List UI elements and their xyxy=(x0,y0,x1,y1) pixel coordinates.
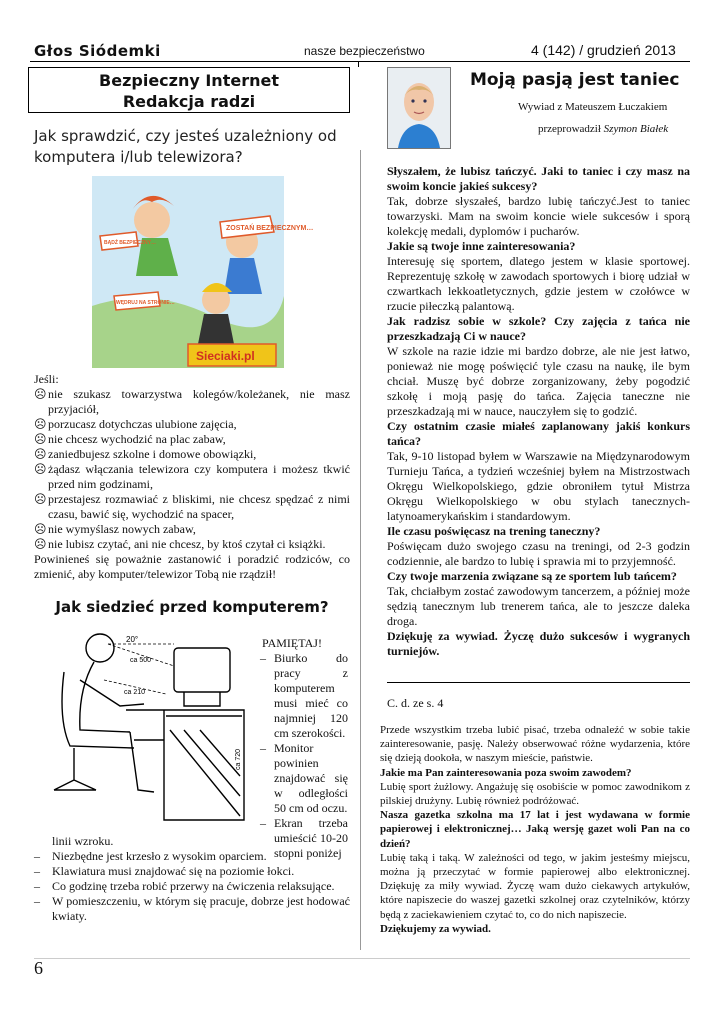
answer: Poświęcam dużo swojego czasu na treningi, od 2-3 godzin codziennie, ale bardzo to lubię i sprawia mi to przyjemność. xyxy=(387,539,690,568)
list-item: ☹zaniedbujesz szkolne i domowe obowiązki, xyxy=(34,447,257,461)
interview-subtitle: Wywiad z Mateuszem Łuczakiem xyxy=(518,101,668,113)
poster-logo: Sieciaki.pl xyxy=(196,349,255,363)
sad-face-icon: ☹ xyxy=(34,522,47,536)
sad-face-icon: ☹ xyxy=(34,387,47,401)
question: Czy twoje marzenia związane są ze sportem lub tańcem? xyxy=(387,569,677,583)
addiction-list-block xyxy=(34,372,350,582)
final-thanks: Dziękujemy za wywiad. xyxy=(380,922,491,935)
elbow-label: ca 210 xyxy=(124,689,146,696)
sad-face-icon: ☹ xyxy=(34,462,47,476)
list-item: ☹nie szukasz towarzystwa kolegów/koleżanek, nie masz przyjaciół, xyxy=(34,387,350,416)
sieciaki-poster xyxy=(92,176,314,382)
question: Jakie ma Pan zainteresowania poza swoim zawodem? xyxy=(380,766,632,779)
answer: Przede wszystkim trzeba lubić pisać, trzeba odnaleźć w sobie takie zainteresowanie, pasję. Należy obserwować różne wydarzenia, które się dzieją dookoła, w naszym mieście, państwie. xyxy=(380,724,690,765)
section-name: nasze bezpieczeństwo xyxy=(304,44,425,58)
list-item: ☹nie wymyślasz nowych zabaw, xyxy=(34,522,196,536)
sad-face-icon: ☹ xyxy=(34,537,47,551)
answer: Tak, dobrze słyszałeś, bardzo lubię tańczyć.Jest to taniec towarzyski. Mam na swoim koncie wiele sukcesów i sporą kolekcję medali, dyplomów i pucharów. xyxy=(387,194,690,238)
remember-heading: PAMIĘTAJ! xyxy=(262,636,322,650)
distance-label: ca 500 xyxy=(130,657,152,664)
question: Nasza gazetka szkolna ma 17 lat i jest wydawana w formie papierowej i elektronicznej… Jaką wersję gazet woli Pan na co dzień? xyxy=(380,809,690,850)
poster-text-3: WĘDRUJ NA STRONIE… xyxy=(116,300,175,306)
box-title-line1: Bezpieczny Internet xyxy=(99,71,279,90)
angle-label: 20° xyxy=(126,635,139,644)
interview-end-rule xyxy=(387,682,690,683)
question: Ile czasu poświęcasz na trening taneczny? xyxy=(387,524,601,538)
desk-height-label: ca 720 xyxy=(235,748,242,770)
list-item: ☹nie lubisz czytać, ani nie chcesz, by ktoś czytał ci książki. xyxy=(34,537,326,551)
list-item: – Niezbędne jest krzesło z wysokim oparciem. xyxy=(34,849,267,863)
remember-list-continued xyxy=(34,834,350,924)
article-question: Jak sprawdzić, czy jesteś uzależniony od komputera i/lub telewizora? xyxy=(34,127,337,166)
list-item: ☹porzucasz dotychczas ulubione zajęcia, xyxy=(34,417,237,431)
poster-text-2: BĄDŹ BEZPIECZNY… xyxy=(104,240,156,246)
list-item: – Klawiatura musi znajdować się na poziomie łokci. xyxy=(34,864,295,878)
interview-body xyxy=(387,164,690,659)
header-rule xyxy=(30,61,690,62)
addiction-list xyxy=(34,387,350,552)
list-outro: Powinieneś się poważnie zastanowić i poradzić rodziców, co zmienić, aby komputer/telewizor Tobą nie rządził! xyxy=(34,552,350,581)
section-title-sitting: Jak siedzieć przed komputerem? xyxy=(55,598,329,616)
list-item: – W pomieszczeniu, w którym się pracuje, dobrze jest hodować kwiaty. xyxy=(34,894,350,923)
box-title-line2: Redakcja radzi xyxy=(122,92,256,111)
list-intro: Jeśli: xyxy=(34,372,59,386)
page-number: 6 xyxy=(34,958,43,978)
interview-author: przeprowadził Szymon Białek xyxy=(538,123,669,135)
sad-face-icon: ☹ xyxy=(34,447,47,461)
question: Jakie są twoje inne zainteresowania? xyxy=(387,239,576,253)
remember-list xyxy=(260,651,348,861)
continued-label: C. d. ze s. 4 xyxy=(387,696,444,710)
answer: Tak, chciałbym zostać zawodowym tancerzem, a później może sędzią tanecznym lub trenerem tańca, ale to jeszcze daleka droga. xyxy=(387,584,690,628)
answer: Lubię taką i taką. W zależności od tego, w jakim jesteśmy miejscu, można ją przeczytać w formie papierowej albo elektronicznej. Dziękuję za miły wywiad. Życzę wam dużo ciekawych artykułów, które napiszecie do waszej gazetki szkolnej oraz czytelników, którzy będą z zaciekawieniem czytać to, co do nich napiszecie. xyxy=(380,851,690,921)
continued-article xyxy=(380,723,690,936)
closing-thanks: Dziękuję za wywiad. Życzę dużo sukcesów i wygranych turniejów. xyxy=(387,629,690,658)
remember-cont-text: linii wzroku. xyxy=(52,834,114,848)
question: Czy ostatnim czasie miałeś zaplanowany jakiś konkurs tańca? xyxy=(387,419,690,448)
paper-name: Głos Siódemki xyxy=(34,42,161,60)
ergonomic-posture-drawing xyxy=(34,620,256,834)
answer: Lubię sport żużlowy. Angażuję się osobiście w pomoc zawodnikom z pilskiej drużyny. Lubię również podróżować. xyxy=(380,780,690,808)
list-item: – Monitor powinien znajdować się w odległości 50 cm od oczu. xyxy=(260,741,348,815)
issue-info: 4 (142) / grudzień 2013 xyxy=(531,42,676,58)
list-item: – Ekran trzeba umieścić 10-20 stopni poniżej xyxy=(260,816,348,860)
question: Jak radzisz sobie w szkole? Czy zajęcia z tańca nie przeszkadzają Ci w nauce? xyxy=(387,314,690,343)
list-item: ☹żądasz włączania telewizora czy komputera i możesz tkwić przed nim godzinami, xyxy=(34,462,350,491)
answer: Interesuję się sportem, dlatego jestem w klasie sportowej. Reprezentuję szkołę w zawodach sportowych i biorę udział w czwartkach lekkoatletycznych, gdzie jestem w czołówce w rzucie piłeczką palantową. xyxy=(387,254,690,313)
column-divider xyxy=(360,150,361,950)
interviewee-photo xyxy=(387,67,451,149)
interview-title: Moją pasją jest taniec xyxy=(470,70,680,90)
list-item: – Biurko do pracy z komputerem musi mieć co najmniej 120 cm szerokości. xyxy=(260,651,348,740)
box-title xyxy=(28,67,350,113)
sad-face-icon: ☹ xyxy=(34,432,47,446)
remember-block xyxy=(260,636,348,861)
answer: W szkole na razie idzie mi bardzo dobrze, ale nie jest łatwo, ponieważ nie mogę poświęcić tyle czasu na naukę, ile bym chciał. Muszę być dobrze zorganizowany, żeby pogodzić szkołę i moją pasję do tańca. Zajęcia taneczne nie przeszkadzają mi w nauce, nauczyłem się to godzić. xyxy=(387,344,690,418)
list-item: ☹przestajesz rozmawiać z bliskimi, nie chcesz spędzać z nimi czasu, bawić się, wychodzić na spacer, xyxy=(34,492,350,521)
header-tick xyxy=(358,61,359,67)
sad-face-icon: ☹ xyxy=(34,417,47,431)
question: Słyszałem, że lubisz tańczyć. Jaki to taniec i czy masz na swoim koncie jakieś sukcesy? xyxy=(387,164,690,193)
footer-rule xyxy=(34,958,690,959)
sad-face-icon: ☹ xyxy=(34,492,47,506)
poster-text-1: ZOSTAŃ BEZPIECZNYM… xyxy=(226,225,314,232)
list-item: – Co godzinę trzeba robić przerwy na ćwiczenia relaksujące. xyxy=(34,879,335,893)
list-item: ☹nie chcesz wychodzić na plac zabaw, xyxy=(34,432,226,446)
answer: Tak, 9-10 listopad byłem w Warszawie na Międzynarodowym Turnieju Tańca, a tydzień wcześniej byłem na Mistrzostwach Okręgu Wielkopolskiego, gdzie obroniłem tytuł Mistrza Okręgu Wielkopolskiego w obu stylach tanecznych-latynoamerykańskim i standardowym. xyxy=(387,449,690,523)
